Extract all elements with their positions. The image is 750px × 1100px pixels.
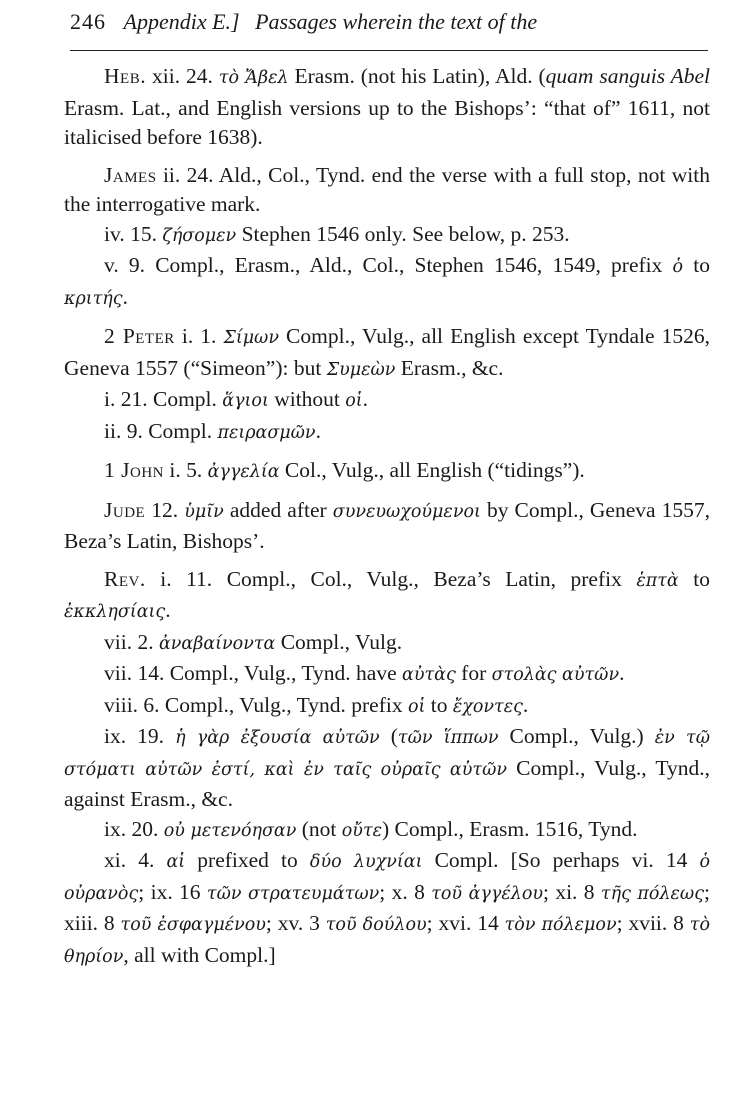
- greek-reading: τὸν πόλεμον: [504, 915, 617, 935]
- sub-entry: [64, 846, 710, 972]
- running-header: [70, 8, 710, 36]
- entry-text: prefixed to: [185, 848, 310, 872]
- entry-text: i. 21. Compl.: [104, 387, 223, 411]
- greek-reading: τῶν στρατευμάτων: [206, 883, 380, 904]
- greek-reading: συνευωχούμενοι: [332, 501, 481, 522]
- entry-text: xii. 24.: [152, 64, 219, 88]
- greek-reading: Σίμων: [223, 328, 279, 348]
- entry-text: Stephen 1546 only. See below, p. 253.: [236, 221, 570, 246]
- entry-text: i. 1.: [181, 324, 224, 348]
- greek-reading: ὑμῖν: [184, 501, 224, 522]
- sub-entry-text: [64, 220, 710, 252]
- greek-reading: οὐ μετενόησαν: [163, 820, 297, 841]
- entry-first-line: [64, 565, 710, 628]
- entry-text: iv. 15.: [104, 221, 163, 246]
- entry-text: .: [122, 284, 128, 309]
- entry: [64, 322, 710, 448]
- entry-text: Erasm. (not his Latin), Ald. (: [288, 64, 546, 88]
- entry-first-line: [64, 496, 710, 557]
- sub-entry-text: [64, 691, 710, 723]
- entry-text: Compl., Vulg.): [498, 724, 655, 748]
- entry-first-line: [64, 456, 710, 488]
- greek-reading: στολὰς αὐτῶν: [491, 665, 620, 685]
- entry-text: , all with Compl.]: [123, 942, 276, 967]
- entry-text: .: [619, 661, 625, 685]
- entry-text: ii. 9. Compl.: [104, 418, 218, 443]
- greek-reading: ὁ οὐρανὸς: [64, 852, 710, 904]
- entry-text: i. 5.: [169, 458, 208, 482]
- entry-text: i. 11. Compl., Col., Vulg., Beza’s Latin, prefix: [160, 566, 637, 591]
- entry-text: ii. 24. Ald., Col., Tynd. end the verse with a full stop, not with the interrogative mark.: [64, 162, 711, 216]
- entry-text: ; xv. 3: [265, 911, 326, 935]
- entry-text: to: [425, 692, 453, 717]
- greek-reading: ὁ: [672, 257, 684, 277]
- header-rule: [70, 50, 708, 51]
- entry-text: added after: [223, 497, 333, 522]
- greek-reading: Συμεὼν: [326, 359, 396, 380]
- sub-entry-text: [64, 846, 710, 972]
- greek-reading: ἑπτὰ: [636, 570, 679, 591]
- entry-text: .: [315, 418, 321, 443]
- book-name: Jude: [104, 497, 146, 522]
- entry-text: ; xi. 8: [543, 879, 601, 904]
- greek-reading: ἀγγελία: [207, 462, 280, 482]
- entry: [64, 496, 710, 557]
- latin-reading: quam sanguis Abel: [545, 64, 711, 88]
- book-name: James: [104, 162, 157, 187]
- book-name: Heb.: [104, 64, 147, 88]
- greek-reading: τὸ Ἄβελ: [218, 68, 289, 88]
- entry-text: to: [678, 566, 710, 591]
- sub-entry-text: [64, 659, 710, 691]
- sub-entry: [64, 251, 710, 314]
- greek-reading: τῶν ἵππων: [397, 728, 499, 748]
- sub-entry: [64, 385, 710, 417]
- entry-text: Compl., Vulg.: [275, 629, 403, 654]
- greek-reading: τὸ θηρίον: [64, 915, 710, 967]
- entry-text: Compl. [So perhaps vi. 14: [422, 848, 700, 872]
- entry-text: v. 9. Compl., Erasm., Ald., Col., Stephen 1546, 1549, prefix: [104, 253, 673, 277]
- entry-text: (: [379, 724, 398, 748]
- entry-text: without: [268, 387, 346, 411]
- entry-text: 12.: [151, 497, 185, 522]
- greek-reading: ἅγιοι: [222, 391, 269, 411]
- greek-reading: δύο λυχνίαι: [309, 852, 423, 872]
- entry-text: xi. 4.: [104, 848, 167, 872]
- sub-entry: [64, 659, 710, 691]
- greek-reading: πειρασμῶν: [217, 422, 316, 443]
- entry: [64, 161, 710, 315]
- greek-reading: ἀναβαίνοντα: [158, 633, 276, 654]
- entry-text: vii. 2.: [104, 629, 159, 654]
- book-name: 1 John: [104, 458, 164, 482]
- entry: [64, 565, 710, 973]
- entry-text: .: [362, 387, 369, 411]
- entry-text: ; xiii. 8: [64, 879, 710, 935]
- entry-text: vii. 14. Compl., Vulg., Tynd. have: [104, 661, 403, 685]
- greek-reading: οἱ: [345, 391, 363, 411]
- entry-first-line: [64, 322, 710, 385]
- entry-text: ) Compl., Erasm. 1516, Tynd.: [382, 816, 638, 841]
- greek-reading: οὔτε: [341, 820, 383, 841]
- entry-text: .: [522, 692, 529, 717]
- entry-text: Compl., Vulg., all English except Tyndale 1526, Geneva 1557 (“Simeon”): but: [64, 324, 711, 380]
- greek-reading: ἐκκλησίαις: [64, 602, 166, 622]
- sub-entry: [64, 722, 710, 815]
- sub-entry-text: [64, 722, 710, 815]
- sub-entry: [64, 628, 710, 660]
- book-name: 2 Peter: [104, 324, 175, 348]
- entry-text: ; ix. 16: [138, 879, 207, 904]
- greek-reading: αὐτὰς: [402, 665, 456, 685]
- greek-reading: αἱ: [166, 852, 186, 872]
- entry-text: ; x. 8: [379, 879, 432, 904]
- greek-reading: ζήσομεν: [162, 225, 237, 246]
- entry: [64, 62, 710, 153]
- running-title: Passages wherein the text of the: [255, 9, 538, 34]
- entry-text: ; xvi. 14: [426, 911, 505, 935]
- entry-first-line: [64, 62, 710, 153]
- entry-text: viii. 6. Compl., Vulg., Tynd. prefix: [104, 692, 408, 717]
- greek-reading: ἐν τῷ στόματι αὐτῶν ἐστί, καὶ ἐν ταῖς οὐραῖς αὐτῶν: [64, 728, 710, 780]
- greek-reading: τῆς πόλεως: [600, 883, 705, 904]
- sub-entry: [64, 691, 710, 723]
- greek-reading: τοῦ δούλου: [325, 915, 427, 935]
- greek-reading: ἡ γὰρ ἐξουσία αὐτῶν: [175, 728, 380, 748]
- greek-reading: τοῦ ἐσφαγμένου: [120, 915, 266, 935]
- greek-reading: κριτής: [64, 288, 123, 309]
- appendix-label: Appendix E.]: [123, 9, 240, 34]
- entry-text: Erasm. Lat., and English versions up to the Bishops’: “that of” 1611, not italicised before 1638).: [64, 95, 710, 149]
- greek-reading: οἱ: [407, 696, 426, 717]
- greek-reading: τοῦ ἀγγέλου: [431, 883, 543, 904]
- entry-text: Compl., Vulg., Tynd., against Erasm., &c.: [64, 755, 710, 811]
- entry-text: Erasm., &c.: [395, 355, 504, 380]
- sub-entry: [64, 815, 710, 847]
- sub-entry-text: [64, 417, 710, 449]
- sub-entry-text: [64, 628, 710, 660]
- entry-text: ; xvii. 8: [616, 911, 690, 935]
- entry-text: ix. 20.: [104, 816, 164, 841]
- entry-text: for: [455, 661, 492, 685]
- entry-text: .: [165, 598, 171, 622]
- entry: [64, 456, 710, 488]
- entry-text: by Compl., Geneva 1557, Beza’s Latin, Bishops’.: [64, 497, 711, 553]
- book-name: Rev.: [104, 566, 146, 591]
- entry-text: Col., Vulg., all English (“tidings”).: [279, 458, 585, 482]
- collation-list: [64, 62, 710, 980]
- page-number: 246: [70, 9, 106, 34]
- sub-entry-text: [64, 385, 710, 417]
- entry-text: ix. 19.: [104, 724, 176, 748]
- sub-entry: [64, 417, 710, 449]
- sub-entry: [64, 220, 710, 252]
- entry-text: to: [683, 253, 710, 277]
- entry-text: (not: [296, 816, 342, 841]
- sub-entry-text: [64, 251, 710, 314]
- entry-first-line: [64, 161, 710, 220]
- sub-entry-text: [64, 815, 710, 847]
- greek-reading: ἔχοντες: [452, 696, 523, 717]
